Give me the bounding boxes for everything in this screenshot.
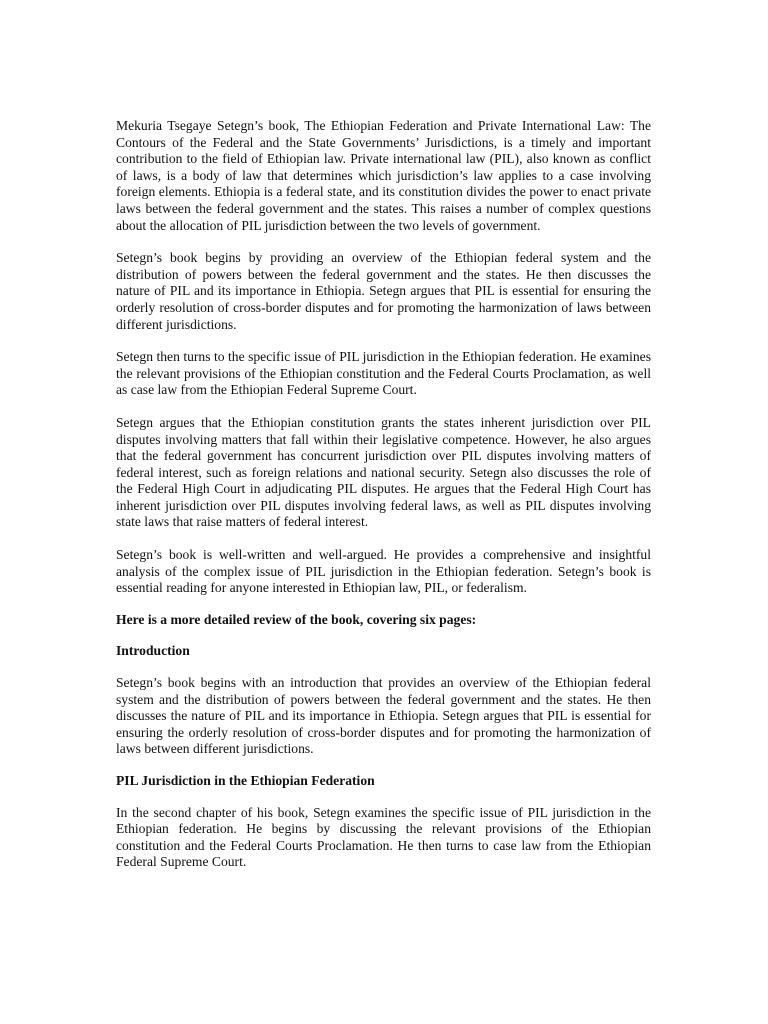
section-introduction-paragraph: Setegn’s book begins with an introduction that provides an overview of the Ethiopian federal system and the distribution of powers between the federal government and the states. He then discusses the nature of PIL and its importance in Ethiopia. Setegn argues that PIL is essential for ensuring the orderly resolution of cross-border disputes and for promoting the harmonization of laws between different jurisdictions. (116, 675, 651, 757)
overview-paragraph: Setegn’s book begins by providing an overview of the Ethiopian federal system and the distribution of powers between the federal government and the states. He then discusses the nature of PIL and its importance in Ethiopia. Setegn argues that PIL is essential for ensuring the orderly resolution of cross-border disputes and for promoting the harmonization of laws between different jurisdictions. (116, 250, 651, 332)
section-introduction-heading: Introduction (116, 643, 190, 659)
assessment-paragraph: Setegn’s book is well-written and well-argued. He provides a comprehensive and insightful analysis of the complex issue of PIL jurisdiction in the Ethiopian federation. Setegn’s book is essential reading for anyone interested in Ethiopian law, PIL, or federalism. (116, 547, 651, 596)
argument-paragraph: Setegn argues that the Ethiopian constitution grants the states inherent jurisdiction over PIL disputes involving matters that fall within their legislative competence. However, he also argues that the federal government has concurrent jurisdiction over PIL disputes involving matters of federal interest, such as foreign relations and national security. Setegn also discusses the role of the Federal High Court in adjudicating PIL disputes. He argues that the Federal High Court has inherent jurisdiction over PIL disputes involving federal laws, as well as PIL disputes involving state laws that raise matters of federal interest. (116, 414, 651, 530)
review-intro-heading: Here is a more detailed review of the book, covering six pages: (116, 611, 477, 627)
document-page (116, 118, 651, 887)
intro-paragraph: Mekuria Tsegaye Setegn’s book, The Ethiopian Federation and Private International Law: The Contours of the Federal and the State Governments’ Jurisdictions, is a timely and important contribution to the field of Ethiopian law. Private international law (PIL), also known as conflict of laws, is a body of law that determines which jurisdiction’s law applies to a case involving foreign elements. Ethiopia is a federal state, and its constitution divides the power to enact private laws between the federal government and the states. This raises a number of complex questions about the allocation of PIL jurisdiction between the two levels of government. (116, 118, 651, 233)
section-pil-jurisdiction-paragraph: In the second chapter of his book, Setegn examines the specific issue of PIL jurisdiction in the Ethiopian federation. He begins by discussing the relevant provisions of the Ethiopian constitution and the Federal Courts Proclamation. He then turns to case law from the Ethiopian Federal Supreme Court. (116, 804, 651, 870)
section-pil-jurisdiction-heading: PIL Jurisdiction in the Ethiopian Federation (116, 773, 375, 788)
jurisdiction-paragraph: Setegn then turns to the specific issue of PIL jurisdiction in the Ethiopian federation. He examines the relevant provisions of the Ethiopian constitution and the Federal Courts Proclamation, as well as case law from the Ethiopian Federal Supreme Court. (116, 349, 651, 398)
